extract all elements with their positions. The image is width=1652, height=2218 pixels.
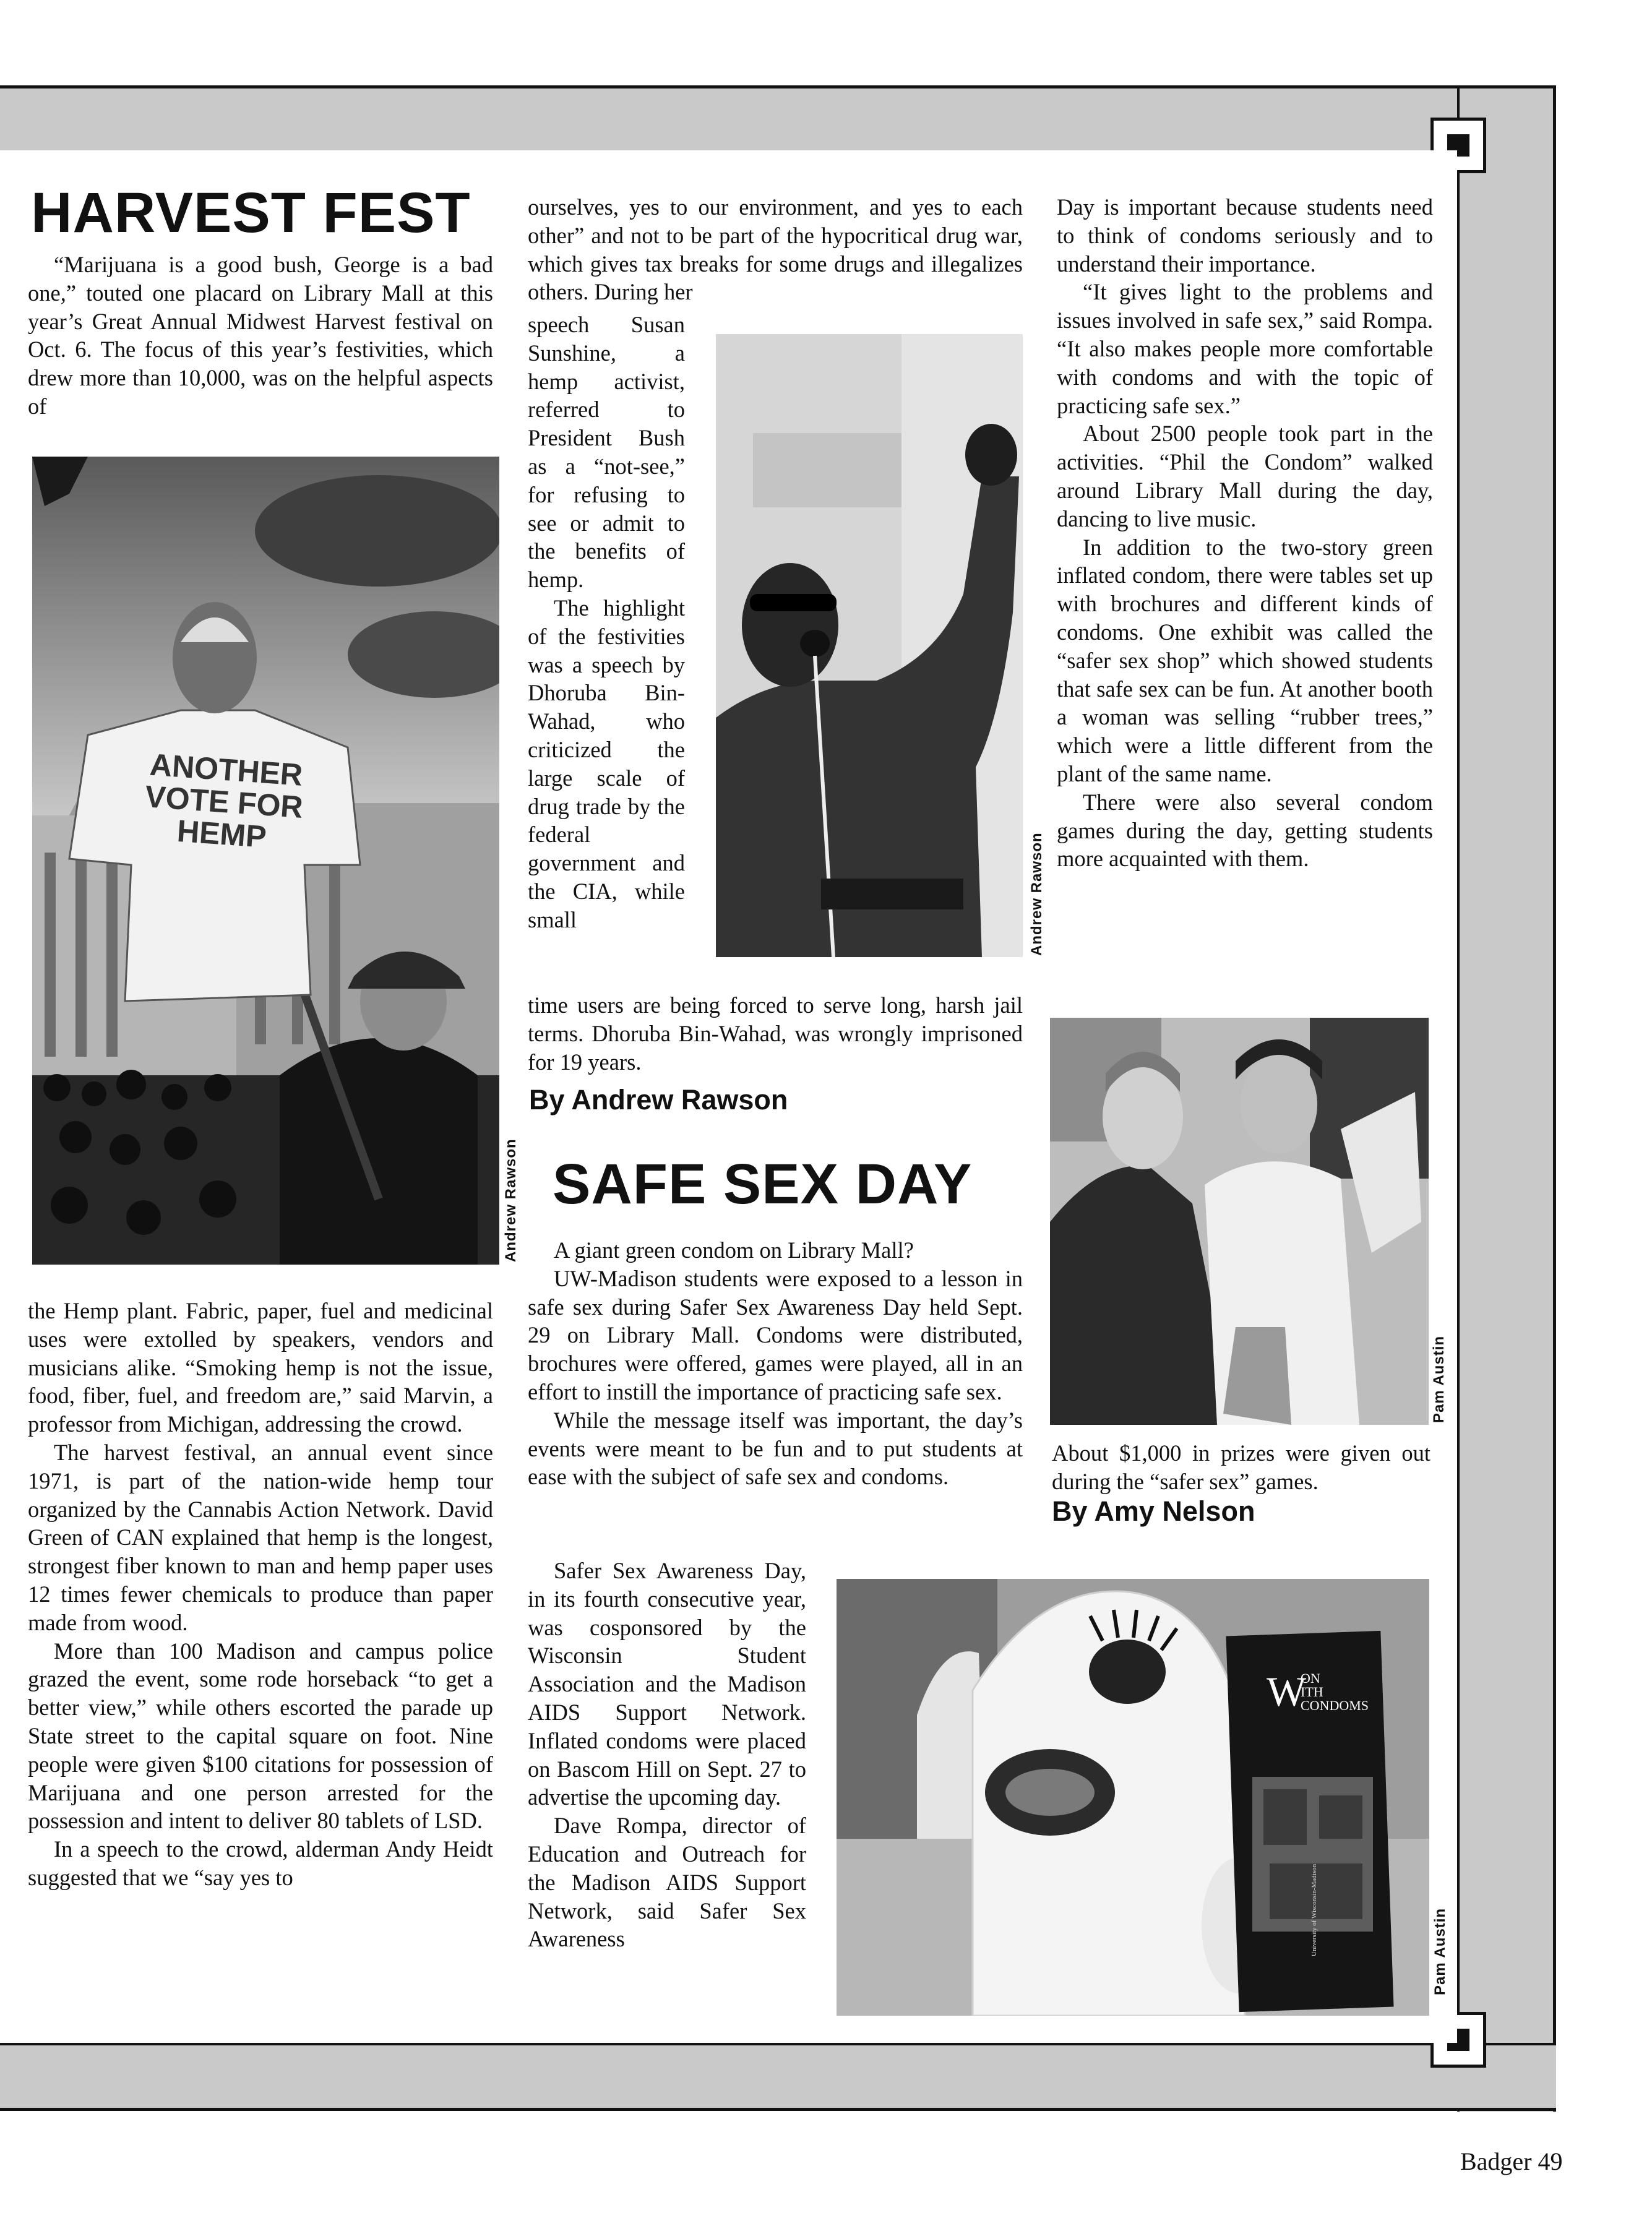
pamphlet-condoms: CONDOMS — [1301, 1698, 1369, 1713]
photo3-credit: Pam Austin — [1430, 1335, 1447, 1423]
harvest-col2-bottom: time users are being forced to serve long, harsh jail terms. Dhoruba Bin-Wahad, was wrongly imprisoned for 19 years. — [528, 992, 1023, 1075]
photo-speaker-graphic — [716, 334, 1023, 957]
photo3-caption: About $1,000 in prizes were given out during the “safer sex” games. — [1052, 1440, 1430, 1494]
photo4-credit: Pam Austin — [1432, 1907, 1448, 1995]
photo-students-graphic — [1050, 1018, 1429, 1425]
harvest-byline: By Andrew Rawson — [529, 1084, 788, 1115]
safesex-col2-top: A giant green condom on Library Mall? UW-Madison students were exposed to a lesson in safe sex during Safer Sex Awareness Day held Sept. 29 on Library Mall. Condoms were distributed, brochures were offered, games were played, all in an effort to instill the importance of practicing safe sex. While the message itself was important, the day’s events were meant to be fun and to put students at ease with the subject of safe sex and condoms. — [528, 1237, 1023, 1490]
pamphlet-on: ON — [1301, 1670, 1320, 1686]
pamphlet-ith: ITH — [1301, 1684, 1323, 1700]
frame-bottom-bar — [0, 2043, 1556, 2111]
photo-hemp-rally — [32, 457, 499, 1265]
frame-top-bar — [0, 85, 1457, 153]
safesex-byline: By Amy Nelson — [1052, 1495, 1255, 1527]
safesex-col2-narrow: Safer Sex Awareness Day, in its fourth consecutive year, was cosponsored by the Wisconsin Student Association and the Madison AIDS Support Network. Inflated condoms were placed on Bascom Hill on Sept. 27 to advertise the upcoming day. Dave Rompa, director of Education and Outreach for the Madison AIDS Support Network, said Safer Sex Awareness — [528, 1558, 806, 1952]
harvest-col2-top: ourselves, yes to our environment, and yes to each other” and not to be part of the hypocritical drug war, which gives tax breaks for some drugs and illegalizes others. During her — [528, 194, 1023, 305]
photo-speaker — [716, 334, 1023, 957]
safesex-col3: Day is important because students need to think of condoms seriously and to understand their importance. “It gives light to the problems and issues involved in safe sex,” said Rompa. “It also makes people more comfortable with condoms and with the topic of practicing safe sex.” About 2500 people took part in the activities. “Phil the Condom” walked around Library Mall during the day, dancing to live music. In addition to the two-story green inflated condom, there were tables set up with brochures and different kinds of condoms. One exhibit was called the “safer sex shop” which showed students that safe sex can be fun. At another booth a woman was selling “rubber trees,” which were a little different from the plant of the same name. There were also several condom games during the day, getting students more acquainted with them. — [1057, 194, 1433, 872]
page-footer: Badger 49 — [1460, 2147, 1563, 2175]
photo2-credit: Andrew Rawson — [1028, 832, 1045, 956]
safesex-headline: SAFE SEX DAY — [553, 1153, 973, 1216]
pamphlet-w: W — [1267, 1668, 1307, 1715]
harvest-col2-narrow: speech Susan Sunshine, a hemp activist, referred to President Bush as a “not-see,” for refusing to see or admit to the benefits of hemp. The highlight of the festivities was a speech by Dhoruba Bin-Wahad, who criticized the large scale of drug trade by the federal government and the CIA, while small — [528, 312, 685, 932]
photo-condom-costume-graphic — [837, 1579, 1429, 2016]
photo-hemp-rally-graphic — [32, 457, 499, 1265]
frame-right-bar — [1457, 85, 1556, 2112]
harvest-headline: HARVEST FEST — [31, 181, 471, 244]
photo-students — [1050, 1018, 1429, 1425]
pamphlet-footer: University of Wisconsin-Madison — [1310, 1863, 1318, 1956]
photo-condom-costume — [837, 1579, 1429, 2016]
shirt-slogan: ANOTHER VOTE FOR HEMP — [144, 747, 304, 854]
photo1-credit: Andrew Rawson — [502, 1138, 519, 1262]
harvest-body-col1: the Hemp plant. Fabric, paper, fuel and medicinal uses were extolled by speakers, vendors and musicians alike. “Smoking hemp is not the issue, food, fiber, fuel, and freedom are,” said Marvin, a professor from Michigan, addressing the crowd. The harvest festival, an annual event since 1971, is part of the nation-wide hemp tour organized by the Cannabis Action Network. David Green of CAN explained that hemp is the longest, strongest fiber known to man and hemp paper uses 12 times fewer chemicals to produce than paper made from wood. More than 100 Madison and campus police grazed the event, some rode horseback “to get a better view,” while others escorted the parade up State street to the capital square on foot. Nine people were given $100 citations for possession of Marijuana and one person arrested for the possession and intent to deliver 80 tablets of LSD. In a speech to the crowd, alderman Andy Heidt suggested that we “say yes to — [28, 1298, 493, 1890]
harvest-intro: “Marijuana is a good bush, George is a bad one,” touted one placard on Library Mall at this year’s Great Annual Midwest Harvest festival on Oct. 6. The focus of this year’s festivities, which drew more than 10,000, was on the helpful aspects of — [28, 252, 493, 419]
